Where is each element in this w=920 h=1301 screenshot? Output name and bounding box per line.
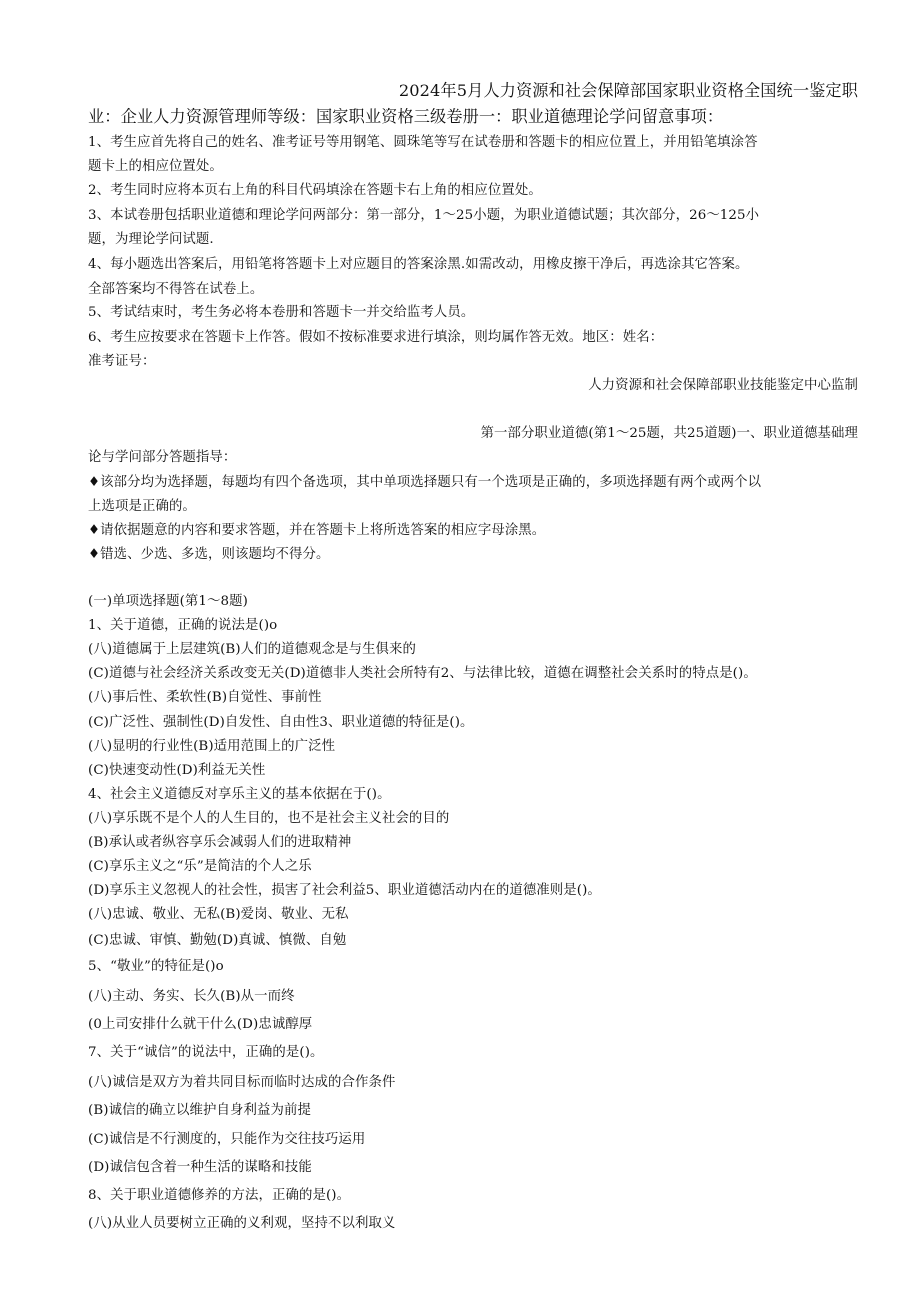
doc-title-line2: 业：企业人力资源管理师等级：国家职业资格三级卷册一：职业道德理论学问留意事项： <box>88 107 724 126</box>
question-line: (B)承认或者纵容享乐会减弱人们的进取精神 <box>88 835 352 850</box>
question-line: (八)忠诚、敬业、无私(B)爱岗、敬业、无私 <box>88 907 349 922</box>
note-line: 5、考试结束时，考生务必将本卷册和答题卡一并交给监考人员。 <box>88 305 475 320</box>
question-line: (C)享乐主义之“乐”是简洁的个人之乐 <box>88 859 312 874</box>
guidance-line: 上选项是正确的。 <box>88 499 196 514</box>
note-line: 题卡上的相应位置处。 <box>88 159 223 174</box>
question-line: (C)道德与社会经济关系改变无关(D)道德非人类社会所特有2、与法律比较，道德在调整社会关系时的特点是()。 <box>88 666 757 681</box>
note-line: 准考证号： <box>88 354 156 369</box>
note-line: 题，为理论学问试题. <box>88 232 214 247</box>
question-line: (C)忠诚、审慎、勤勉(D)真诚、慎微、自勉 <box>88 933 347 948</box>
question-line: (八)事后性、柔软性(B)自觉性、事前性 <box>88 690 322 705</box>
question-line: (0上司安排什么就干什么(D)忠诚醇厚 <box>88 1017 313 1032</box>
note-line: 3、本试卷册包括职业道德和理论学问两部分：第一部分，1〜25小题，为职业道德试题；其次部分，26〜125小 <box>88 208 760 223</box>
question-line: (八)主动、务实、长久(B)从一而终 <box>88 989 295 1004</box>
question-line: 7、关于“诚信”的说法中，正确的是()。 <box>88 1045 324 1060</box>
note-line: 1、考生应首先将自己的姓名、准考证号等用钢笔、圆珠笔等写在试卷册和答题卡的相应位置上，并用铅笔填涂答 <box>88 135 758 150</box>
note-line: 2、考生同时应将本页右上角的科目代码填涂在答题卡右上角的相应位置处。 <box>88 183 542 198</box>
guidance-line: ♦请依据题意的内容和要求答题，并在答题卡上将所选答案的相应字母涂黑。 <box>88 523 546 538</box>
doc-title-line1: 2024年5月人力资源和社会保障部国家职业资格全国统一鉴定职 <box>398 81 858 100</box>
question-line: (B)诚信的确立以维护自身利益为前提 <box>88 1103 311 1118</box>
question-line: 8、关于职业道德修养的方法，正确的是()。 <box>88 1188 351 1203</box>
question-line: (D)诚信包含着一种生活的谋略和技能 <box>88 1160 312 1175</box>
question-line: (八)诚信是双方为着共同目标而临时达成的合作条件 <box>88 1075 396 1090</box>
question-line: 4、社会主义道德反对享乐主义的基本依据在于()。 <box>88 787 391 802</box>
question-line: (C)广泛性、强制性(D)自发性、自由性3、职业道德的特征是()。 <box>88 715 474 730</box>
question-line: 5、“敬业”的特征是()o <box>88 959 224 974</box>
supervisor-line: 人力资源和社会保障部职业技能鉴定中心监制 <box>588 378 858 393</box>
part-heading-cont: 论与学问部分答题指导： <box>88 450 237 465</box>
question-line: (八)享乐既不是个人的人生目的，也不是社会主义社会的目的 <box>88 811 450 826</box>
guidance-line: ♦该部分均为选择题，每题均有四个备选项，其中单项选择题只有一个选项是正确的，多项选择题有两个或两个以 <box>88 475 762 490</box>
section-heading: (一)单项选择题(第1〜8题) <box>88 594 248 609</box>
question-line: (C)诚信是不行测度的，只能作为交往技巧运用 <box>88 1132 366 1147</box>
question-line: (八)从业人员要树立正确的义利观，坚持不以利取义 <box>88 1216 396 1231</box>
question-line: 1、关于道德，正确的说法是()o <box>88 618 278 633</box>
question-line: (D)享乐主义忽视人的社会性，损害了社会利益5、职业道德活动内在的道德准则是()。 <box>88 883 601 898</box>
note-line: 6、考生应按要求在答题卡上作答。假如不按标准要求进行填涂，则均属作答无效。地区：姓名： <box>88 330 664 345</box>
question-line: (八)道德属于上层建筑(B)人们的道德观念是与生俱来的 <box>88 642 417 657</box>
note-line: 4、每小题选出答案后，用铅笔将答题卡上对应题目的答案涂黑.如需改动，用橡皮擦干净后，再选涂其它答案。 <box>88 257 749 272</box>
question-line: (C)快速变动性(D)利益无关性 <box>88 763 266 778</box>
question-line: (八)显明的行业性(B)适用范围上的广泛性 <box>88 739 336 754</box>
note-line: 全部答案均不得答在试卷上。 <box>88 282 264 297</box>
part-heading: 第一部分职业道德(第1〜25题，共25道题)一、职业道德基础理 <box>480 426 858 441</box>
guidance-line: ♦错选、少选、多选，则该题均不得分。 <box>88 547 330 562</box>
